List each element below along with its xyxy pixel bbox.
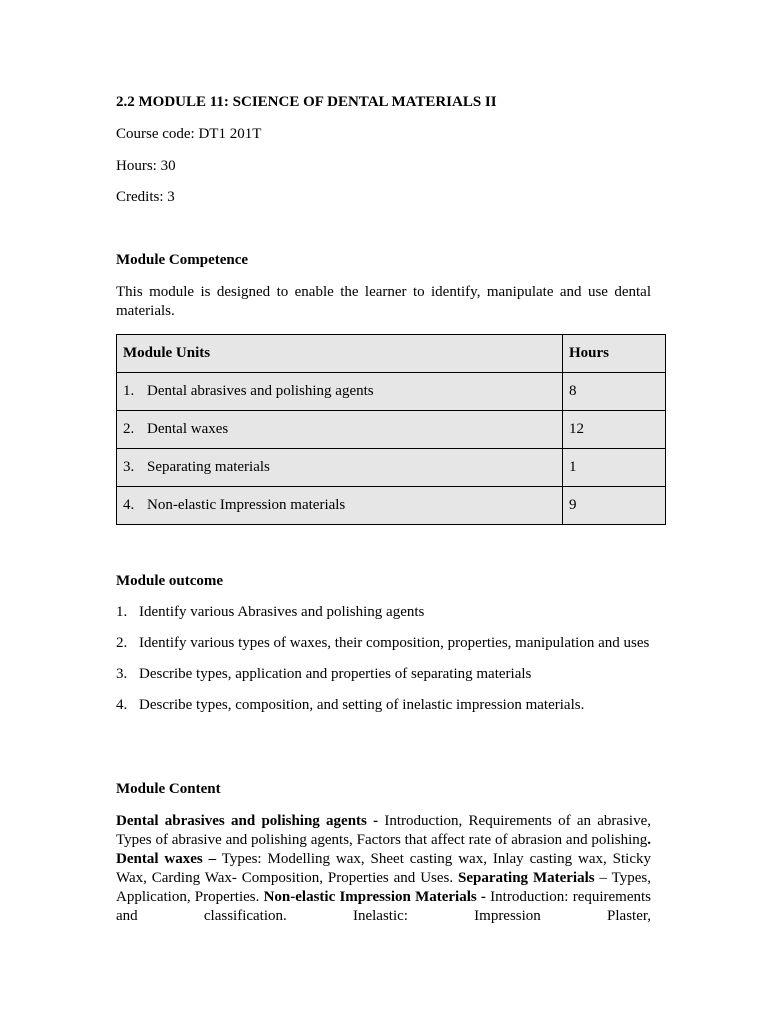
outcome-list	[116, 603, 651, 727]
unit-hours: 8	[563, 373, 666, 411]
table-row	[117, 449, 666, 487]
unit-name: Dental waxes	[147, 421, 229, 437]
list-item	[116, 634, 651, 653]
module-units-table	[116, 334, 666, 525]
content-text-abrasives: Introduction, Requirements of an abrasive, Types of abrasive and polishing agents, Factors that affect rate of abrasion and polishing	[116, 813, 651, 848]
unit-name: Dental abrasives and polishing agents	[147, 383, 374, 399]
unit-name: Separating materials	[147, 459, 270, 475]
unit-name: Non-elastic Impression materials	[147, 497, 346, 513]
unit-number: 4.	[123, 497, 135, 513]
list-item	[116, 696, 651, 715]
unit-cell	[117, 487, 563, 525]
col-header-units: Module Units	[117, 335, 563, 373]
content-paragraph	[116, 812, 651, 926]
list-number: 1.	[116, 604, 128, 620]
content-bold-separating: Separating Materials	[458, 870, 595, 886]
list-number: 3.	[116, 666, 128, 682]
content-bold-impression: Non-elastic Impression Materials -	[263, 889, 486, 905]
unit-number: 1.	[123, 383, 135, 399]
list-text: Identify various Abrasives and polishing agents	[139, 604, 425, 620]
table-row	[117, 411, 666, 449]
competence-heading: Module Competence	[116, 252, 249, 268]
content-bold-waxes: . Dental waxes –	[116, 832, 651, 867]
unit-hours: 9	[563, 487, 666, 525]
table-header-row	[117, 335, 666, 373]
content-text-separating: – Types, Application, Properties.	[116, 870, 651, 905]
list-item	[116, 603, 651, 622]
unit-number: 3.	[123, 459, 135, 475]
list-number: 2.	[116, 635, 128, 651]
unit-cell	[117, 411, 563, 449]
list-item	[116, 665, 651, 684]
unit-number: 2.	[123, 421, 135, 437]
unit-cell	[117, 449, 563, 487]
hours-line: Hours: 30	[116, 158, 176, 174]
content-text-waxes: Types: Modelling wax, Sheet casting wax, Inlay casting wax, Sticky Wax, Carding Wax- Composition, Properties and Uses.	[116, 851, 651, 886]
list-text: Describe types, composition, and setting of inelastic impression materials.	[139, 697, 585, 713]
content-text-impression: Introduction: requirements and classification. Inelastic: Impression Plaster,	[116, 889, 651, 924]
col-header-hours: Hours	[563, 335, 666, 373]
table-row	[117, 373, 666, 411]
list-text: Describe types, application and properties of separating materials	[139, 666, 532, 682]
unit-hours: 1	[563, 449, 666, 487]
content-bold-abrasives: Dental abrasives and polishing agents -	[116, 813, 379, 829]
table-row	[117, 487, 666, 525]
outcome-heading: Module outcome	[116, 573, 224, 589]
list-text: Identify various types of waxes, their composition, properties, manipulation and uses	[139, 635, 650, 651]
unit-hours: 12	[563, 411, 666, 449]
course-code: Course code: DT1 201T	[116, 126, 262, 142]
credits-line: Credits: 3	[116, 189, 175, 205]
content-heading: Module Content	[116, 781, 221, 797]
list-number: 4.	[116, 697, 128, 713]
unit-cell	[117, 373, 563, 411]
module-title: 2.2 MODULE 11: SCIENCE OF DENTAL MATERIALS II	[116, 94, 497, 110]
competence-text: This module is designed to enable the learner to identify, manipulate and use dental materials.	[116, 284, 651, 319]
